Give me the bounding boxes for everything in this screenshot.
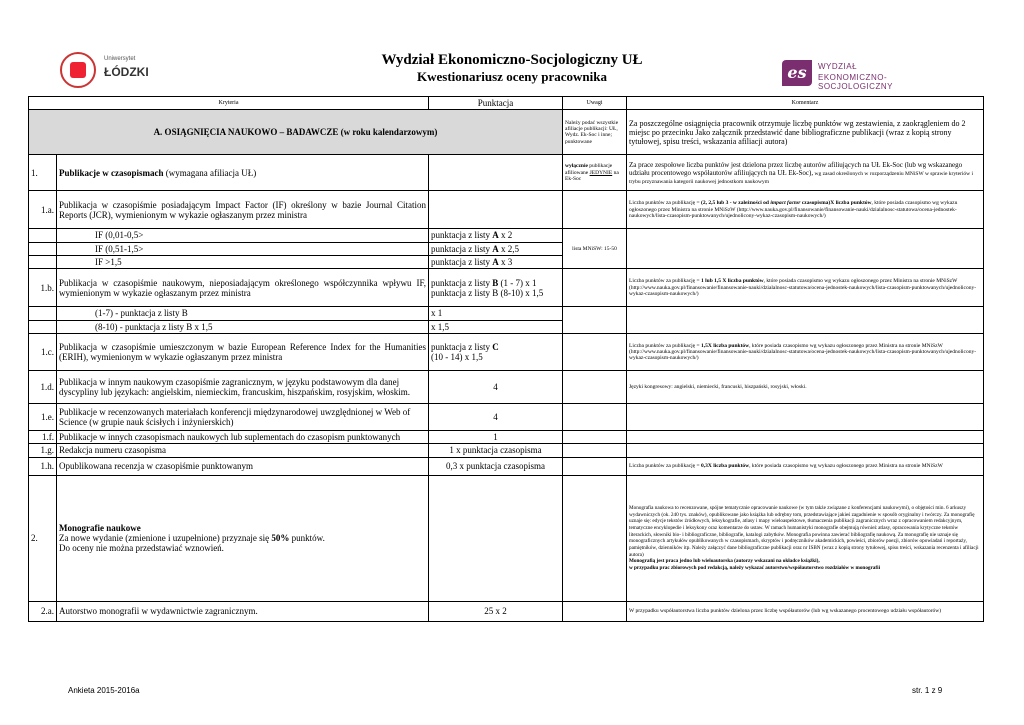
row-1c-uwagi [563, 334, 627, 371]
row-1-kom-main: Za prace zespołowe liczba punktów jest dzielona przez liczbę autorów afiliujących na UŁ Ek-Soc (lub wg wskazanego udziału procentowego współautorów afiliujących na UŁ Ek-Soc), [629, 160, 963, 177]
faculty-logo [782, 60, 952, 90]
row-2-num: 2. [29, 475, 57, 601]
row-1d-uwagi [563, 371, 627, 404]
row-2-kom: Monografia naukowa to recenzowane, spójne tematycznie opracowanie naukowe (w tym także związane z konferencjami naukowymi), o objętości min. 6 arkuszy wydawniczych (ok. 240 tys. znaków), opublikowane jako książka lub odrębny tom, przedstawiające jakieś zagadnienie w sposób oryginalny i twórczy. Za monografię uznaje się: edycje tekstów źródłowych, leksykografie, atlasy i mapy wieloaspektowe, tłumaczenia publikacji zagranicznych wraz z opracowaniem redakcyjnym, tematyczne encyklopedie i leksykony oraz komentarze do ustaw. W ramach humanistyki monografie obejmują również atlasy, opracowania krytyczne tekstów literackich, słowniki bio- i bibliograficzne, bibliografie, katalogi zabytków. Monografia powinna zawierać bibliografię naukową. Za monografię nie uznaje się monograficznych artykułów opublikowanych w czasopismach, skryptów i podręczników akademickich, powieści, zbiorów poezji, zbiorów opowiadań i reportaży, pamiętników, dzienników itp. Należy załączyć dane bibliograficzne publikacji oraz nr ISBN (wraz z kopią strony tytułowej, spisu treści, wskazania recenzenta i afiliacji autora) [629, 504, 979, 558]
row-1b-sub-0-p: x 1 [429, 307, 563, 320]
col-header-kryteria: Kryteria [29, 97, 429, 110]
row-1f-label: Publikacje w innych czasopismach naukowych lub suplementach do czasopism punktowanych [57, 431, 429, 444]
row-1a-sub-0-label: IF (0,01-0,5> [57, 229, 429, 242]
faculty-logo-line2: EKONOMICZNO-SOCJOLOGICZNY [818, 73, 893, 91]
row-1c-kom-c: , które posiada czasopismo wg wykazu ogłoszonego przez Ministra na stronie MNiSzW (http://www.nauka.gov.pl/finansowanie/finansowanie-nauki/dzialalnosc-statutowa/ocena-jednostek-naukowych/lista-czasopism-punktowanych/ujednolicony-wykaz-czasopism-naukowych/) [629, 342, 977, 362]
row-1b-p-line2: punktacja z listy B (8-10) x 1,5 [431, 287, 544, 298]
section-a-row [29, 110, 984, 155]
row-1g-punktacja: 1 x punktacja czasopisma [429, 444, 563, 457]
col-header-punktacja: Punktacja [429, 97, 563, 110]
row-2-uwagi [563, 475, 627, 601]
row-1a-kom-b: (2, 2,5 lub 3 - w zależności od [700, 200, 769, 207]
row-2-line2c: punktów. [289, 533, 325, 544]
row-1c-p-a: punktacja z listy [431, 341, 493, 352]
row-2a-komentarz: W przypadku współautorstwa liczba punktów dzielona przez liczbę współautorów (lub wg wskazanego procentowego udziału współautorów) [627, 601, 984, 621]
row-1a-sub-0-p3: x 2 [498, 230, 513, 241]
row-2a [29, 601, 984, 621]
row-1c-punktacja [429, 334, 563, 371]
row-1b-label: Publikacja w czasopiśmie naukowym, nieposiadającym określonego współczynnika wpływu IF, wymienionym w wykazie ogłaszanym przez ministra [57, 269, 429, 307]
row-1a-label: Publikacja w czasopiśmie posiadającym Impact Factor (IF) określony w bazie Journal Citation Reports (JCR), wymienionym w wykazie ogłaszanym przez ministra [57, 191, 429, 229]
row-1b-sub-0-num [29, 307, 57, 320]
row-1b-sub-uwagi [563, 307, 627, 334]
row-1a-sub-komentarz [627, 229, 984, 269]
row-1b [29, 269, 984, 307]
row-1f-uwagi [563, 431, 627, 444]
row-1a-sub-2-p1: punktacja z listy [431, 257, 493, 268]
row-1a-uwagi-empty [563, 191, 627, 229]
row-1a-sub-2-p3: x 3 [498, 257, 513, 268]
row-1a-sub-1-p [429, 242, 563, 255]
row-1a-sub-2-num [29, 256, 57, 269]
row-1g-uwagi [563, 444, 627, 457]
row-1e-uwagi [563, 404, 627, 431]
row-1h-num: 1.h. [29, 457, 57, 475]
row-1 [29, 155, 984, 191]
row-1-uwagi-u: JEDYNIE [589, 169, 613, 176]
row-1b-sub-0-label: (1-7) - punktacja z listy B [57, 307, 429, 320]
section-a-komentarz: Za poszczególne osiągnięcia pracownik otrzymuje liczbę punktów wg zestawienia, z zaokrągleniem do 2 miejsc po przecinku Jako załącznik przedstawić dane bibliograficzne publikacji (wraz z kopią strony tytułowej, spisu treści, wskazania afiliacji autora) [627, 110, 984, 155]
row-2-kom-bold2: w przypadku prac zbiorowych pod redakcją, należy wykazać autorstwo/współautorstwo rozdziałów w monografii [629, 564, 881, 571]
row-1h-komentarz [627, 457, 984, 475]
row-1h-kom-a: Liczba punktów za publikację = [629, 463, 701, 470]
row-1a-num: 1.a. [29, 191, 57, 229]
row-2-kom-bold1: Monografią jest praca jedno lub wieloautorska (autorzy wskazani na okładce książki), [629, 558, 820, 565]
university-logo-line2: ŁÓDZKI [104, 65, 149, 79]
row-1a-sub-1-label: IF (0,51-1,5> [57, 242, 429, 255]
row-1a-sub-1-num [29, 242, 57, 255]
row-1c-komentarz [627, 334, 984, 371]
row-1-uwagi-a: publikacje afiliowane [565, 163, 613, 176]
row-1a-sub-0-p1: punktacja z listy [431, 230, 493, 241]
questionnaire-table [28, 96, 984, 622]
row-1a-kom-c: impact factor [768, 200, 802, 207]
row-1c-kom-b: 1,5X liczba punktów [700, 342, 750, 349]
faculty-logo-mark: es [782, 60, 812, 86]
section-a-uwagi: Należy podać wszystkie afiliacje publikacji: UŁ, Wydz. Ek-Soc i inne; punktowane [563, 110, 627, 155]
row-1a-kom-d: czasopisma)X liczba punktów [801, 200, 872, 207]
row-2-line2a: Za nowe wydanie (zmienione i uzupełnione) przyznaje się [59, 533, 272, 544]
row-1a-sub-1-p1: punktacja z listy [431, 243, 493, 254]
row-1b-kom-c: , które posiada czasopismo wg wykazu ogłoszonego przez Ministra na stronie MNiSzW (http://www.nauka.gov.pl/finansowanie/finansowanie-nauki/dzialalnosc-statutowa/ocena-jednostek-naukowych/lista-czasopism-punktowanych/ujednolicony-wykaz-czasopism-naukowych/) [629, 278, 977, 298]
university-logo-line1: Uniwersytet [104, 56, 136, 62]
row-1-uwagi [563, 155, 627, 191]
row-1a-sub-2-p [429, 256, 563, 269]
row-1b-p-a: punktacja z listy [431, 277, 493, 288]
col-header-uwagi: Uwagi [563, 97, 627, 110]
row-1h-uwagi [563, 457, 627, 475]
row-1b-p-c: (1 - 7) x 1 [498, 277, 537, 288]
row-1-kom-small: wg zasad określonych w rozporządzeniu MNiSW w sprawie kryteriów i trybu przyznawania kategorii naukowej jednostkom naukowym [629, 170, 974, 185]
row-1h [29, 457, 984, 475]
row-1g-num: 1.g. [29, 444, 57, 457]
row-1b-sub-1-p: x 1,5 [429, 320, 563, 333]
row-2-label [57, 475, 429, 601]
row-1-label [57, 155, 429, 191]
row-1a-sub-0 [29, 229, 984, 242]
row-1c-label: Publikacja w czasopiśmie umieszczonym w bazie European Reference Index for the Humanities (ERIH), wymienionym w wykazie ogłaszanym przez ministra [57, 334, 429, 371]
row-1a-sub-1-p3: x 2,5 [498, 243, 519, 254]
row-2-line2b: 50% [271, 533, 290, 544]
page-subtitle: Kwestionariusz oceny pracownika [417, 69, 607, 84]
row-1a-komentarz [627, 191, 984, 229]
row-1b-sub-0 [29, 307, 984, 320]
row-1b-komentarz [627, 269, 984, 307]
row-1f-num: 1.f. [29, 431, 57, 444]
header-row [29, 97, 984, 110]
row-1h-kom-b: 0,3X liczba punktów [700, 463, 750, 470]
row-2-komentarz [627, 475, 984, 601]
footer-document-name: Ankieta 2015-2016a [68, 686, 140, 695]
row-2a-punktacja: 25 x 2 [429, 601, 563, 621]
row-1f-punktacja: 1 [429, 431, 563, 444]
row-1f-komentarz [627, 431, 984, 444]
row-2 [29, 475, 984, 601]
row-1a-sub-0-num [29, 229, 57, 242]
row-1a [29, 191, 984, 229]
row-1c [29, 334, 984, 371]
row-1a-punktacja [429, 191, 563, 229]
faculty-logo-line1: WYDZIAŁ [818, 62, 858, 71]
row-1a-sub-0-p2: A [492, 230, 499, 241]
row-1b-punktacja [429, 269, 563, 307]
row-1b-sub-komentarz [627, 307, 984, 334]
row-1c-p-line2: (10 - 14) x 1,5 [431, 352, 483, 363]
row-1d-label: Publikacja w innym naukowym czasopiśmie zagranicznym, w języku podstawowym dla danej dyscypliny lub językach: angielskim, niemieckim, francuskim, hiszpańskim, rosyjskim, włoskim. [57, 371, 429, 404]
row-1b-sub-1-label: (8-10) - punktacja z listy B x 1,5 [57, 320, 429, 333]
row-2a-uwagi [563, 601, 627, 621]
row-2-label-bold: Monografie naukowe [59, 522, 141, 533]
row-1-komentarz [627, 155, 984, 191]
row-1a-sub-2-label: IF >1,5 [57, 256, 429, 269]
row-1g-komentarz [627, 444, 984, 457]
row-1a-kom-e: , które posiada czasopismo wg wykazu ogłoszonego przez Ministra na stronie MNiSzW (http://www.nauka.gov.pl/finansowanie/finansowanie-nauki/dzialalnosc-statutowa/ocena-jednostek-naukowych/lista-czasopism-punktowanych/ujednolicony-wykaz-czasopism-naukowych/) [629, 200, 958, 219]
row-1e-num: 1.e. [29, 404, 57, 431]
row-1b-sub-1-num [29, 320, 57, 333]
row-1d-num: 1.d. [29, 371, 57, 404]
row-1c-num: 1.c. [29, 334, 57, 371]
row-1d-punktacja: 4 [429, 371, 563, 404]
row-1e-label: Publikacje w recenzowanych materiałach konferencji międzynarodowej uwzględnionej w Web of Science (w grupie nauk ścisłych i inżynierskich) [57, 404, 429, 431]
row-1e [29, 404, 984, 431]
row-1-label-bold: Publikacje w czasopismach [59, 167, 164, 178]
row-1h-punktacja: 0,3 x punktacja czasopisma [429, 457, 563, 475]
row-1d-komentarz: Języki kongresowy: angielski, niemiecki, francuski, hiszpański, rosyjski, włoski. [627, 371, 984, 404]
row-1-uwagi-bold: wyłącznie [565, 163, 588, 170]
page-title: Wydział Ekonomiczno-Socjologiczny UŁ [381, 52, 643, 68]
footer-page-number: str. 1 z 9 [912, 686, 943, 695]
row-1g [29, 444, 984, 457]
row-1-punktacja [429, 155, 563, 191]
row-1-uwagi-b: na Ek-Soc [565, 169, 619, 182]
row-1a-sub-1-p2: A [492, 243, 499, 254]
row-1a-uwagi: lista MNiSW: 15-50 [563, 229, 627, 269]
row-1b-kom-a: Liczba punktów za publikację = [629, 278, 701, 285]
row-1a-sub-0-p [429, 229, 563, 242]
row-1d [29, 371, 984, 404]
row-2-punktacja [429, 475, 563, 601]
row-1a-sub-2-p2: A [492, 257, 499, 268]
row-1b-uwagi [563, 269, 627, 307]
row-1g-label: Redakcja numeru czasopisma [57, 444, 429, 457]
row-1-num: 1. [29, 155, 57, 191]
col-header-komentarz: Komentarz [627, 97, 984, 110]
row-2a-num: 2.a. [29, 601, 57, 621]
section-a-title: A. OSIĄGNIĘCIA NAUKOWO – BADAWCZE (w roku kalendarzowym) [29, 110, 563, 155]
row-1e-komentarz [627, 404, 984, 431]
row-1c-p-b: C [492, 341, 499, 352]
row-1b-num: 1.b. [29, 269, 57, 307]
row-2-line3: Do oceny nie można przedstawiać wznowień. [59, 543, 224, 554]
row-1b-p-b: B [492, 277, 499, 288]
row-1c-kom-a: Liczba punktów za publikację = [629, 342, 701, 349]
row-1b-kom-b: 1 lub 1,5 X liczba punktów [700, 278, 764, 285]
row-1e-punktacja: 4 [429, 404, 563, 431]
row-1h-label: Opublikowana recenzja w czasopiśmie punktowanym [57, 457, 429, 475]
row-1h-kom-c: , które posiada czasopismo wg wykazu ogłoszonego przez Ministra na stronie MNiSzW [749, 463, 943, 470]
row-1-label-rest: (wymagana afiliacja UŁ) [163, 167, 257, 178]
row-1a-kom-a: Liczba punktów za publikację = [629, 200, 701, 207]
row-2a-label: Autorstwo monografii w wydawnictwie zagranicznym. [57, 601, 429, 621]
row-1f [29, 431, 984, 444]
